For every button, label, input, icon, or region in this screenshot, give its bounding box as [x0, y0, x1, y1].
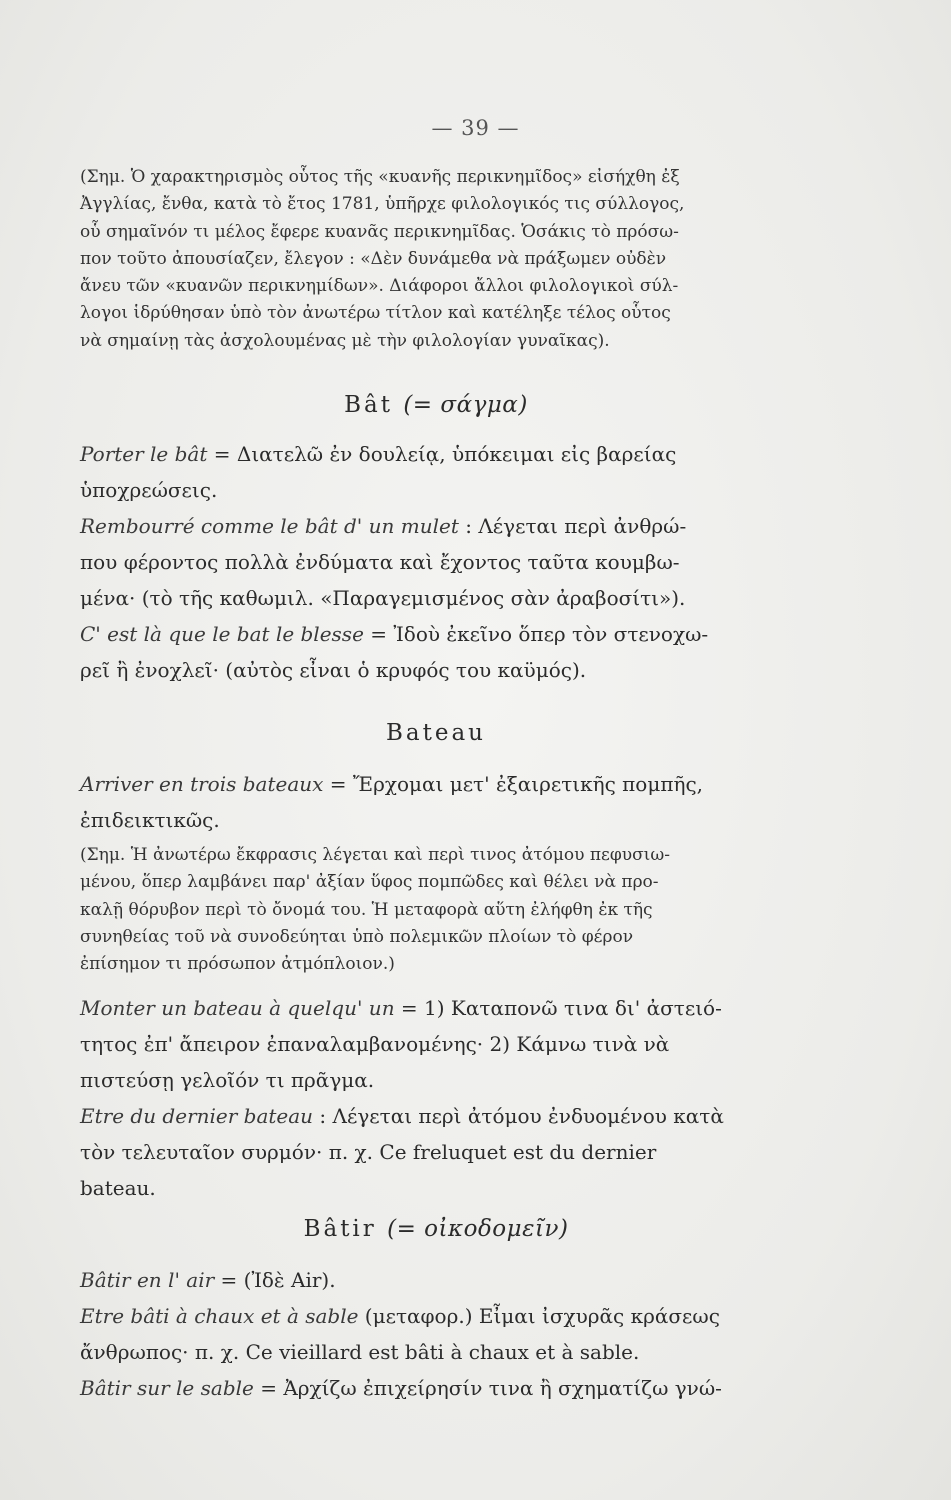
- note-blue-stocking: [80, 164, 792, 355]
- entries-batir: [80, 1262, 792, 1406]
- note-line: νὰ σημαίνῃ τὰς ἀσχολουμένας μὲ τὴν φιλολογίαν γυναῖκας).: [80, 330, 610, 351]
- translation: = Διατελῶ ἐν δουλείᾳ, ὑπόκειμαι εἰς βαρείας: [207, 442, 677, 466]
- entry-continuation: τὸν τελευταῖον συρμόν· π. χ. Ce freluquet est du dernier: [80, 1140, 657, 1164]
- french-phrase: Rembourré comme le bât d' un mulet: [80, 514, 459, 538]
- translation: = Ἔρχομαι μετ' ἐξαιρετικῆς πομπῆς,: [323, 772, 704, 796]
- heading-greek: (= σάγμα): [403, 392, 528, 418]
- translation: : Λέγεται περὶ ἀνθρώ-: [458, 514, 687, 538]
- page-number: — 39 —: [431, 116, 520, 140]
- french-phrase: Monter un bateau à quelqu' un: [80, 996, 395, 1020]
- heading-word: Bâtir: [303, 1216, 377, 1242]
- translation: = (Ἰδὲ Air).: [214, 1268, 336, 1292]
- entry: [80, 1262, 792, 1298]
- french-phrase: Bâtir en l' air: [80, 1268, 215, 1292]
- entry-continuation: τητος ἐπ' ἄπειρον ἐπαναλαμβανομένης· 2) Κάμνω τινὰ νὰ: [80, 1032, 670, 1056]
- entry-continuation: ὑποχρεώσεις.: [80, 478, 218, 502]
- note-line: καλῇ θόρυβον περὶ τὸ ὄνομά του. Ἡ μεταφορὰ αὕτη ἐλήφθη ἐκ τῆς: [80, 899, 653, 920]
- note-line: Ἀγγλίας, ἔνθα, κατὰ τὸ ἔτος 1781, ὑπῆρχε φιλολογικός τις σύλλογος,: [80, 194, 685, 215]
- entry-continuation: μένα· (τὸ τῆς καθωμιλ. «Παραγεμισμένος σὰν ἀραβοσίτι»).: [80, 586, 686, 610]
- entry: [80, 1098, 792, 1206]
- heading-bateau: [80, 720, 792, 746]
- entry-continuation: πιστεύσῃ γελοῖόν τι πρᾶγμα.: [80, 1068, 375, 1092]
- entry-continuation: που φέροντος πολλὰ ἐνδύματα καὶ ἔχοντος ταῦτα κουμβω-: [80, 550, 680, 574]
- entry-continuation: bateau.: [80, 1176, 156, 1200]
- note-line: ἐπίσημον τι πρόσωπον ἀτμόπλοιον.): [80, 954, 395, 975]
- entries-bateau-1: [80, 766, 792, 838]
- entry-continuation: ἐπιδεικτικῶς.: [80, 808, 220, 832]
- heading-batir: [80, 1216, 792, 1242]
- french-phrase: Etre bâti à chaux et à sable: [80, 1304, 359, 1328]
- french-phrase: Porter le bât: [80, 442, 208, 466]
- note-line: (Σημ. Ὁ χαρακτηρισμὸς οὗτος τῆς «κυανῆς περικνημῖδος» εἰσήχθη ἐξ: [80, 167, 680, 187]
- entry: [80, 1298, 792, 1370]
- french-phrase: Etre du dernier bateau: [80, 1104, 314, 1128]
- entry: [80, 1370, 792, 1406]
- heading-bat: [80, 392, 792, 418]
- heading-word: Bât: [344, 392, 394, 418]
- heading-greek: (= οἰκοδομεῖν): [387, 1216, 569, 1242]
- french-phrase: C' est là que le bat le blesse: [80, 622, 364, 646]
- entry: [80, 766, 792, 838]
- french-phrase: Bâtir sur le sable: [80, 1376, 254, 1400]
- note-line: οὗ σημαῖνόν τι μέλος ἔφερε κυανᾶς περικνημῖδας. Ὁσάκις τὸ πρόσω-: [80, 221, 679, 242]
- entry: [80, 616, 792, 688]
- translation: = Ἰδοὺ ἐκεῖνο ὅπερ τὸν στενοχω-: [363, 622, 709, 646]
- entry-continuation: ἄνθρωπος· π. χ. Ce vieillard est bâti à chaux et à sable.: [80, 1340, 640, 1364]
- translation: (μεταφορ.) Εἶμαι ἰσχυρᾶς κράσεως: [358, 1304, 720, 1328]
- entry: [80, 436, 792, 508]
- french-phrase: Arriver en trois bateaux: [80, 772, 324, 796]
- entries-bat: [80, 436, 792, 688]
- translation: : Λέγεται περὶ ἀτόμου ἐνδυομένου κατὰ: [313, 1104, 724, 1128]
- entry-continuation: ρεῖ ἢ ἐνοχλεῖ· (αὐτὸς εἶναι ὁ κρυφός του καϋμός).: [80, 658, 587, 682]
- entries-bateau-2: [80, 990, 792, 1206]
- entry: [80, 508, 792, 616]
- note-line: συνηθείας τοῦ νὰ συνοδεύηται ὑπὸ πολεμικῶν πλοίων τὸ φέρον: [80, 926, 634, 947]
- note-line: μένου, ὅπερ λαμβάνει παρ' ἀξίαν ὕφος πομπῶδες καὶ θέλει νὰ προ-: [80, 872, 659, 893]
- note-line: ἄνευ τῶν «κυανῶν περικνημίδων». Διάφοροι ἄλλοι φιλολογικοὶ σύλ-: [80, 276, 679, 297]
- translation: = 1) Καταπονῶ τινα δι' ἀστειό-: [394, 996, 722, 1020]
- translation: = Ἀρχίζω ἐπιχείρησίν τινα ἢ σχηματίζω γνώ-: [253, 1376, 722, 1400]
- note-line: πον τοῦτο ἀπουσίαζεν, ἔλεγον : «Δὲν δυνάμεθα νὰ πράξωμεν οὐδὲν: [80, 248, 667, 269]
- note-line: (Σημ. Ἡ ἀνωτέρω ἔκφρασις λέγεται καὶ περὶ τινος ἀτόμου πεφυσιω-: [80, 845, 670, 865]
- heading-word: Bateau: [386, 720, 486, 746]
- note-bateau: [80, 842, 792, 978]
- note-line: λογοι ἱδρύθησαν ὑπὸ τὸν ἀνωτέρω τίτλον καὶ κατέληξε τέλος οὗτος: [80, 303, 671, 324]
- entry: [80, 990, 792, 1098]
